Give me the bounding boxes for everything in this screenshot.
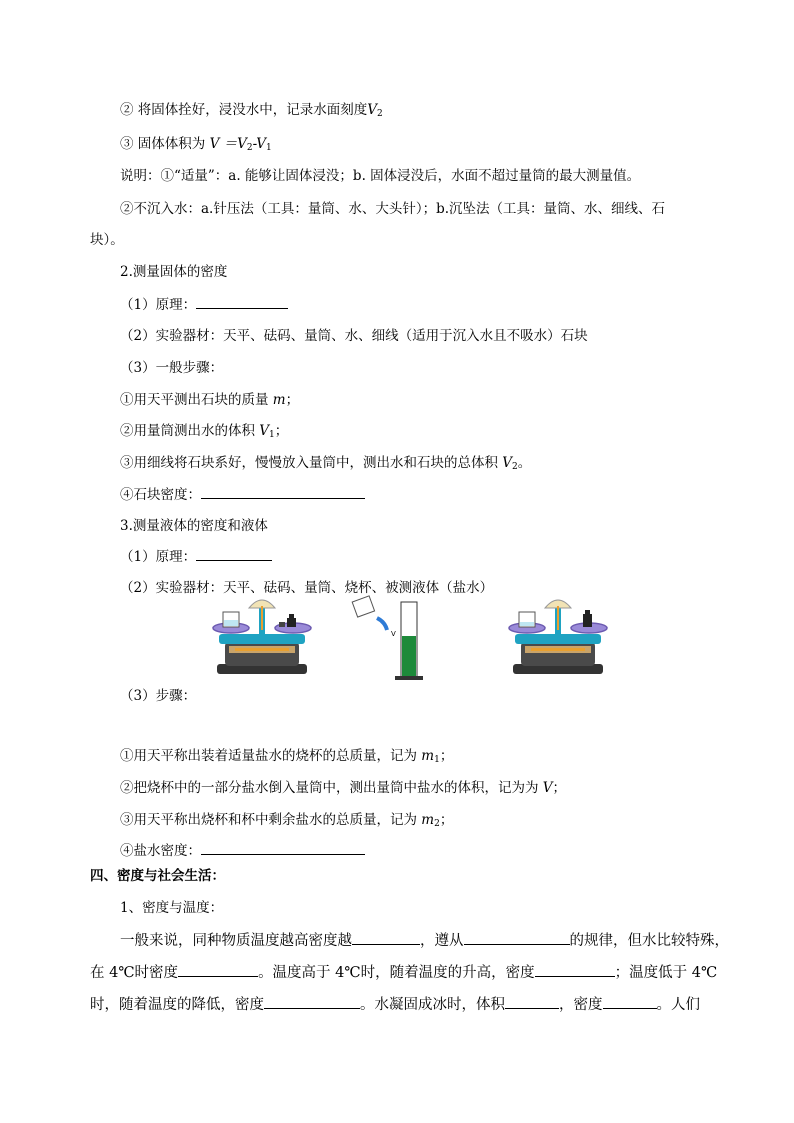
liquid-principle: （1）原理：	[120, 546, 272, 567]
blank-5[interactable]	[264, 994, 360, 1009]
section-liquid-density: 3.测量液体的密度和液体	[120, 518, 268, 534]
section-solid-density: 2.测量固体的密度	[120, 264, 228, 280]
liquid-step-1: ①用天平称出装着适量盐水的烧杯的总质量，记为 $m_1$；	[120, 748, 454, 765]
blank-2[interactable]	[464, 930, 570, 945]
note-non-sinking-cont: 块）。	[90, 232, 124, 248]
note-proper-amount: 说明：①“适量”：a. 能够让固体浸没；b. 固体浸没后，水面不超过量筒的最大测量值。	[120, 168, 641, 184]
measuring-cylinder-icon	[352, 596, 423, 680]
principle-blank[interactable]	[196, 294, 288, 309]
liquid-step-3: ③用天平称出烧杯和杯中剩余盐水的总质量，记为 $m_2$；	[120, 812, 454, 829]
stone-density-blank[interactable]	[201, 484, 365, 499]
solid-step-1: ①用天平测出石块的质量 m；	[120, 392, 300, 408]
step-immerse: ② 将固体拴好，浸没水中，记录水面刻度$V_2$	[120, 102, 383, 119]
solid-principle: （1）原理：	[120, 294, 288, 315]
stone-density: ④石块密度：	[120, 484, 365, 505]
experiment-figure	[205, 592, 625, 682]
saltwater-density-blank[interactable]	[201, 840, 365, 855]
liquid-principle-blank[interactable]	[196, 546, 272, 561]
solid-equipment: （2）实验器材：天平、砝码、量筒、水、细线（适用于沉入水且不吸水）石块	[120, 328, 588, 344]
saltwater-density: ④盐水密度：	[120, 840, 365, 861]
blank-1[interactable]	[352, 930, 420, 945]
solid-step-3: ③用细线将石块系好，慢慢放入量筒中，测出水和石块的总体积 $V_2$。	[120, 455, 532, 472]
liquid-equipment: （2）实验器材：天平、砝码、量筒、烧杯、被测液体（盐水）	[120, 580, 494, 596]
solid-steps-heading: （3）一般步骤：	[120, 360, 224, 376]
solid-step-2: ②用量筒测出水的体积 $V_1$；	[120, 423, 289, 440]
temperature-paragraph-line3: 时，随着温度的降低，密度 。水凝固成冰时，体积 ，密度 。人们	[90, 994, 700, 1015]
liquid-step-2: ②把烧杯中的一部分盐水倒入量筒中，测出量筒中盐水的体积，记为为 V；	[120, 780, 567, 796]
cylinder-volume-label: V	[391, 630, 396, 638]
liquid-steps-heading: （3）步骤：	[120, 688, 197, 704]
blank-3[interactable]	[178, 962, 258, 977]
note-non-sinking: ②不沉入水：a.针压法（工具：量筒、水、大头针）；b.沉坠法（工具：量筒、水、细线、石	[120, 201, 666, 217]
balance-icon	[509, 600, 607, 674]
balance-icon	[213, 600, 311, 674]
subsection-density-temperature: 1、密度与温度：	[120, 900, 224, 916]
temperature-paragraph-line2: 在 4℃时密度 。温度高于 4℃时，随着温度的升高，密度 ；温度低于 4℃	[90, 962, 717, 983]
blank-6[interactable]	[505, 994, 559, 1009]
blank-4[interactable]	[535, 962, 615, 977]
section-density-society: 四、密度与社会生活：	[90, 868, 225, 884]
solid-volume-formula: ③ 固体体积为 $V =V_2-V_1$	[120, 136, 272, 153]
blank-7[interactable]	[603, 994, 657, 1009]
temperature-paragraph-line1: 一般来说，同种物质温度越高密度越 ，遵从 的规律，但水比较特殊，	[120, 930, 729, 951]
